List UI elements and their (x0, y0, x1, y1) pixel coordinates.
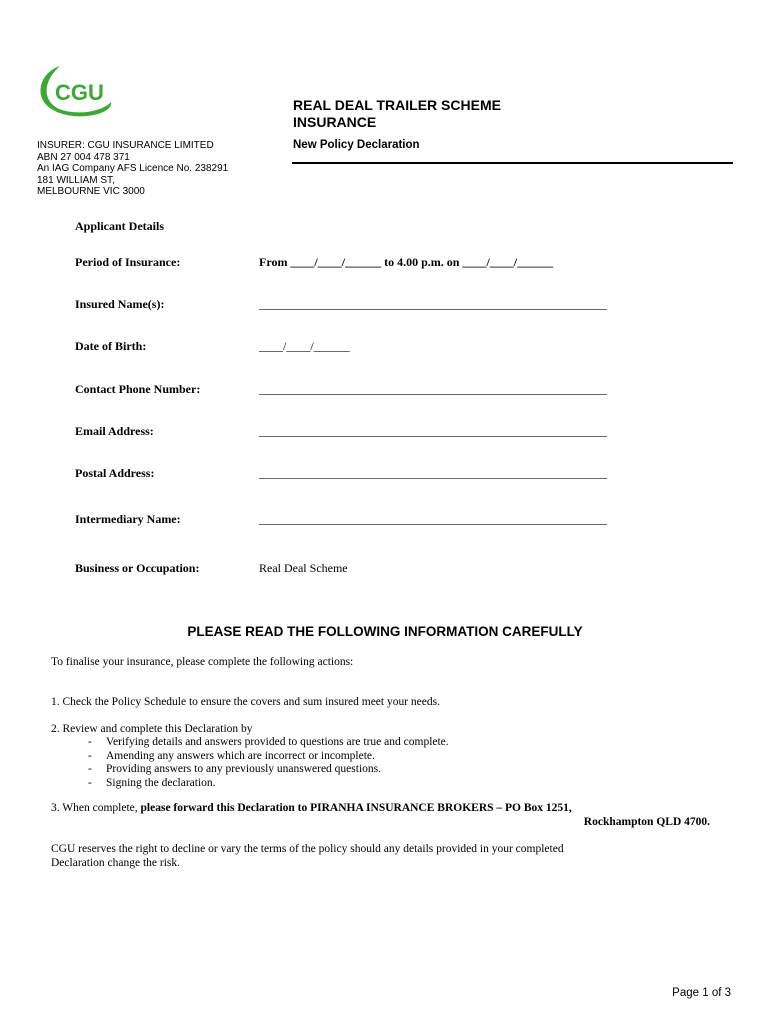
page-number: Page 1 of 3 (672, 987, 731, 999)
title-line-2: INSURANCE (293, 114, 377, 130)
field-value-blank[interactable]: __________________________________________________________ (259, 424, 607, 438)
step-3-address: Rockhampton QLD 4700. (583, 816, 710, 828)
insurer-line: ABN 27 004 478 371 (37, 151, 130, 163)
insurer-line: An IAG Company AFS Licence No. 238291 (37, 163, 229, 175)
field-value-blank[interactable]: __________________________________________________________ (259, 512, 607, 526)
insurer-line: MELBOURNE VIC 3000 (37, 186, 145, 198)
field-value-blank[interactable]: __________________________________________________________ (259, 297, 607, 311)
step-3-bold: please forward this Declaration to PIRANHA INSURANCE BROKERS – PO Box 1251, (140, 802, 572, 814)
field-value-blank[interactable]: From ____/____/______ to 4.00 p.m. on ____/____/______ (259, 255, 554, 269)
insurer-details (37, 140, 228, 198)
step-3-text (51, 801, 572, 815)
step-3-prefix: 3. When complete, (51, 802, 141, 814)
cgu-logo (36, 62, 116, 120)
list-item: - Amending any answers which are incorrect or incomplete. (88, 749, 375, 762)
step-1-text: 1. Check the Policy Schedule to ensure the covers and sum insured meet your needs. (51, 696, 440, 708)
field-value-blank[interactable]: ____/____/______ (259, 339, 350, 353)
field-value-blank[interactable]: __________________________________________________________ (259, 466, 607, 480)
information-heading: PLEASE READ THE FOLLOWING INFORMATION CAREFULLY (187, 624, 583, 639)
list-item: - Providing answers to any previously unanswered questions. (88, 763, 382, 775)
field-label: Period of Insurance: (75, 255, 181, 269)
field-label: Date of Birth: (75, 339, 147, 353)
intro-text: To finalise your insurance, please complete the following actions: (51, 656, 354, 668)
field-label: Email Address: (75, 424, 154, 438)
applicant-details-heading: Applicant Details (75, 219, 165, 233)
document-title (293, 97, 501, 131)
field-label: Contact Phone Number: (75, 382, 201, 396)
field-label: Insured Name(s): (75, 297, 165, 311)
field-label: Intermediary Name: (75, 512, 181, 526)
insurer-line: INSURER: CGU INSURANCE LIMITED (37, 140, 214, 151)
list-item-text: Signing the declaration. (106, 776, 216, 789)
field-value-blank[interactable]: __________________________________________________________ (259, 382, 607, 396)
cgu-logo-mark (36, 62, 116, 120)
list-item-text: Verifying details and answers provided to questions are true and complete. (106, 736, 449, 748)
field-label: Postal Address: (75, 466, 155, 480)
insurer-line: 181 WILLIAM ST, (37, 174, 115, 186)
title-divider (292, 162, 733, 164)
list-item-text: Providing answers to any previously unanswered questions. (106, 763, 382, 775)
title-line-1: REAL DEAL TRAILER SCHEME (293, 97, 501, 113)
step-2-text: 2. Review and complete this Declaration by (51, 723, 253, 735)
svg-text:CGU: CGU (55, 80, 104, 105)
closing-line-1: CGU reserves the right to decline or vary the terms of the policy should any details provided in your completed (51, 843, 564, 855)
document-subtitle: New Policy Declaration (293, 139, 420, 151)
closing-line-2: Declaration change the risk. (51, 857, 180, 869)
field-value: Real Deal Scheme (259, 561, 348, 575)
list-item: - Signing the declaration. (88, 776, 216, 789)
list-item: - Verifying details and answers provided to questions are true and complete. (88, 736, 449, 748)
list-item-text: Amending any answers which are incorrect or incomplete. (106, 749, 375, 762)
closing-text (51, 842, 564, 870)
step-2-list (88, 736, 449, 790)
field-label: Business or Occupation: (75, 561, 200, 575)
